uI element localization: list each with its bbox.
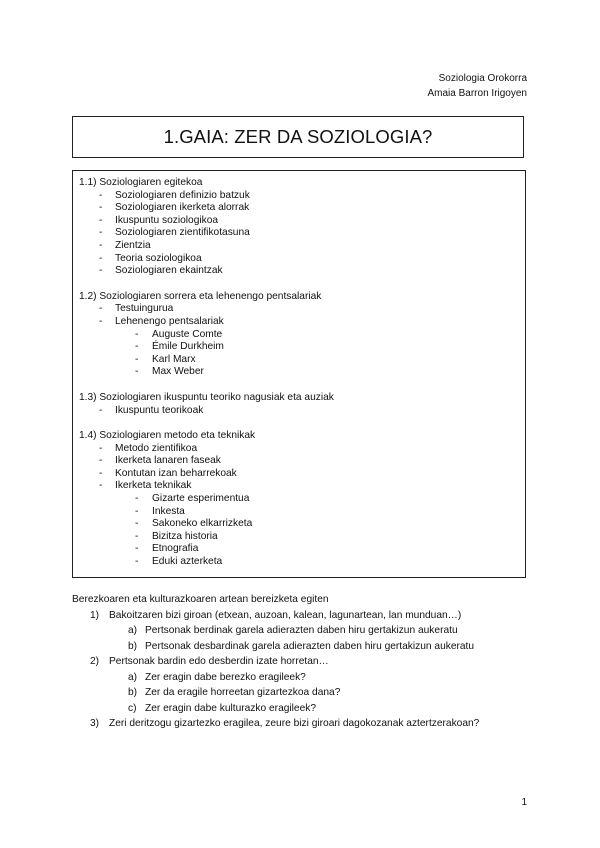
toc-sublist [79,329,525,379]
toc-item: - Ikuspuntu teorikoak [79,405,525,418]
toc-section-4 [79,430,525,569]
course-name: Soziologia Orokorra [438,73,527,84]
toc-subitem: - Karl Marx [79,354,525,367]
page-header [428,71,528,101]
question-number: 2) [90,656,100,667]
toc-subitem: - Émile Durkheim [79,341,525,354]
subquestion-letter: c) [128,702,137,714]
toc-section-title: 1.4) Soziologiaren metodo eta teknikak [79,430,256,442]
question-text: Zeri deritzogu gizartezko eragilea, zeure bizi giroari dagokozanak aztertzerakoan? [109,718,480,729]
toc-section-title: 1.3) Soziologiaren ikuspuntu teoriko nagusiak eta auziak [79,391,334,403]
toc-section-title: 1.1) Soziologiaren egitekoa [79,177,203,188]
toc-item: - Soziologiaren ekaintzak [79,265,525,278]
toc-sublist [79,493,525,569]
toc-list [79,190,525,278]
toc-item: - Soziologiaren ikerketa alorrak [79,202,525,215]
toc-item: - Ikerketa teknikak [79,480,525,493]
question-1 [72,608,532,624]
toc-list [79,303,525,328]
subquestion-letter: b) [128,640,138,652]
toc-section-2 [79,291,525,379]
toc-section-1 [79,177,525,278]
subquestion-letter: a) [128,625,138,636]
subquestion-letter: b) [128,687,138,698]
question-2 [72,654,532,670]
toc-item: - Teoria soziologikoa [79,253,525,266]
toc-subitem: - Auguste Comte [79,329,525,342]
question-1b [72,639,532,655]
question-number: 3) [90,718,100,729]
page-title: 1.GAIA: ZER DA SOZIOLOGIA? [163,126,433,147]
subquestion-text: Zer eragin dabe kulturazko eragileek? [145,702,317,714]
toc-item: - Ikerketa lanaren faseak [79,455,525,468]
question-text: Bakoitzaren bizi giroan (etxean, auzoan, kalean, lagunartean, lan munduan…) [109,609,462,621]
toc-item: - Kontutan izan beharrekoak [79,468,525,481]
toc-subitem: - Sakoneko elkarrizketa [79,518,525,531]
table-of-contents [72,170,526,578]
toc-subitem: - Eduki azterketa [79,556,525,569]
toc-list [79,443,525,493]
toc-item: - Zientzia [79,240,525,253]
toc-list [79,405,525,418]
subquestion-text: Pertsonak desbardinak garela adierazten daben hiru gertakizun aukeratu [145,640,475,652]
questions-intro: Berezkoaren eta kulturazkoaren artean bereizketa egiten [72,594,329,605]
toc-item: - Testuingurua [79,303,525,316]
toc-subitem: - Bizitza historia [79,531,525,544]
subquestion-text: Zer da eragile horreetan gizartezkoa dana? [145,687,341,698]
subquestion-text: Pertsonak berdinak garela adierazten daben hiru gertakizun aukeratu [145,625,458,636]
toc-item: - Soziologiaren zientifikotasuna [79,227,525,240]
toc-section-3 [79,392,525,417]
toc-subitem: - Inkesta [79,506,525,519]
toc-item: - Ikuspuntu soziologikoa [79,215,525,228]
toc-subitem: - Max Weber [79,366,525,379]
toc-item: - Soziologiaren definizio batzuk [79,190,525,203]
toc-subitem: - Etnografia [79,543,525,556]
question-2b [72,685,532,701]
question-3 [72,716,532,732]
author-name: Amaia Barron Irigoyen [427,88,527,99]
question-1a [72,623,532,639]
questions-section [72,592,532,732]
question-2a [72,670,532,686]
title-box [72,116,524,158]
page-number: 1 [521,797,527,808]
toc-section-title: 1.2) Soziologiaren sorrera eta lehenengo pentsalariak [79,290,322,302]
subquestion-letter: a) [128,671,138,683]
question-number: 1) [90,609,100,621]
toc-item: - Metodo zientifikoa [79,443,525,456]
question-2c [72,701,532,717]
subquestion-text: Zer eragin dabe berezko eragileek? [145,671,306,683]
question-text: Pertsonak bardin edo desberdin izate horretan… [109,656,329,667]
toc-item: - Lehenengo pentsalariak [79,316,525,329]
toc-subitem: - Gizarte esperimentua [79,493,525,506]
